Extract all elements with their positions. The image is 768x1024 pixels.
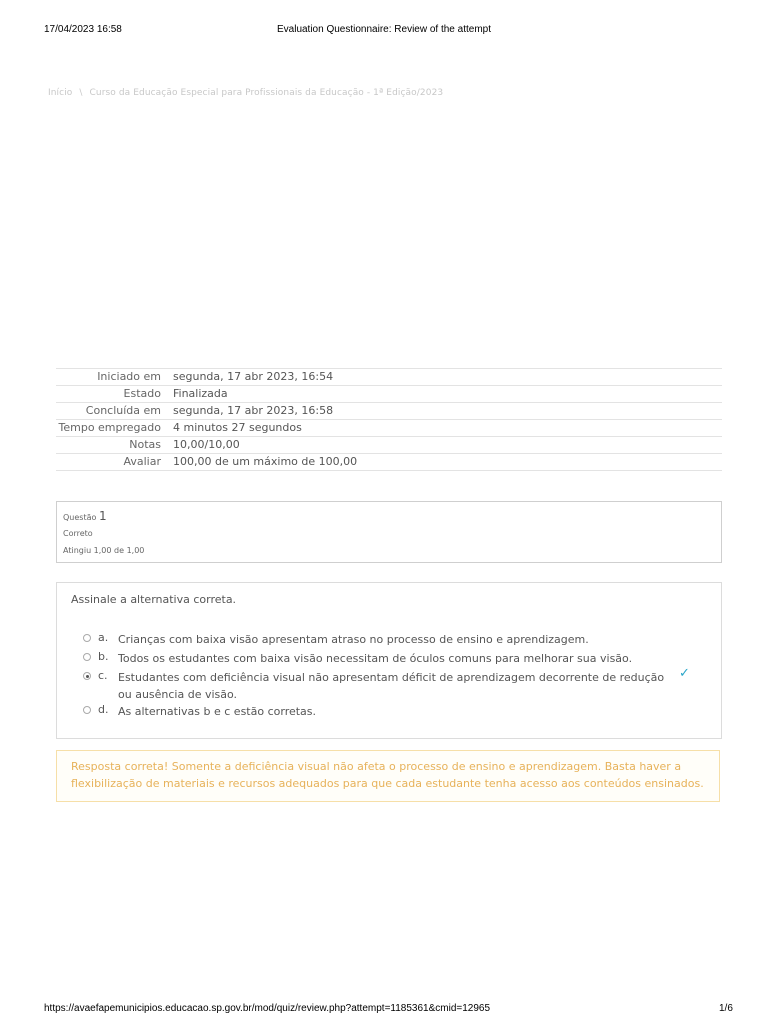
summary-label: Tempo empregado [56, 420, 173, 437]
answer-option-a[interactable] [83, 631, 703, 648]
option-letter: b. [98, 650, 109, 663]
question-info-panel [56, 501, 722, 563]
summary-label: Concluída em [56, 403, 173, 420]
breadcrumb [48, 88, 447, 98]
summary-label: Avaliar [56, 454, 173, 471]
summary-label: Iniciado em [56, 369, 173, 386]
question-state: Correto [63, 529, 93, 538]
option-text: As alternativas b e c estão corretas. [118, 705, 317, 718]
summary-row [56, 420, 722, 437]
summary-value: segunda, 17 abr 2023, 16:58 [173, 403, 722, 420]
option-text: Estudantes com deficiência visual não apresentam déficit de aprendizagem decorrente de redução ou ausência de visão. [118, 671, 665, 701]
radio-button-selected[interactable] [83, 672, 91, 680]
question-prompt: Assinale a alternativa correta. [71, 593, 237, 606]
summary-row [56, 369, 722, 386]
summary-row [56, 454, 722, 471]
radio-button[interactable] [83, 706, 91, 714]
radio-button[interactable] [83, 653, 91, 661]
question-content [56, 582, 722, 739]
question-label: Questão [63, 513, 97, 522]
print-url: https://avaefapemunicipios.educacao.sp.gov.br/mod/quiz/review.php?attempt=1185361&cmid=12965 [44, 1003, 491, 1014]
answer-option-d[interactable] [83, 703, 703, 720]
attempt-summary-table [56, 368, 722, 471]
summary-row [56, 403, 722, 420]
option-text: Todos os estudantes com baixa visão necessitam de óculos comuns para melhorar sua visão. [118, 652, 633, 665]
summary-value: 4 minutos 27 segundos [173, 420, 722, 437]
option-text: Crianças com baixa visão apresentam atraso no processo de ensino e aprendizagem. [118, 633, 589, 646]
summary-row [56, 386, 722, 403]
page-title: Evaluation Questionnaire: Review of the attempt [276, 24, 491, 35]
question-number [63, 509, 107, 523]
radio-button[interactable] [83, 634, 91, 642]
question-number-value: 1 [98, 509, 107, 523]
question-grade: Atingiu 1,00 de 1,00 [63, 546, 145, 555]
summary-value: Finalizada [173, 386, 722, 403]
answer-option-b[interactable] [83, 650, 703, 667]
summary-label: Notas [56, 437, 173, 454]
breadcrumb-separator: \ [79, 88, 83, 98]
summary-value: segunda, 17 abr 2023, 16:54 [173, 369, 722, 386]
summary-label: Estado [56, 386, 173, 403]
option-letter: d. [98, 703, 109, 716]
breadcrumb-course-link[interactable]: Curso da Educação Especial para Profissionais da Educação - 1ª Edição/2023 [89, 88, 444, 98]
feedback-box [56, 750, 720, 802]
summary-value: 10,00/10,00 [173, 437, 722, 454]
option-letter: a. [98, 631, 109, 644]
summary-row [56, 437, 722, 454]
page-number: 1/6 [719, 1003, 733, 1014]
breadcrumb-home-link[interactable]: Início [48, 88, 73, 98]
print-datetime: 17/04/2023 16:58 [44, 24, 122, 35]
option-letter: c. [98, 669, 108, 682]
answer-option-c[interactable] [83, 669, 703, 703]
summary-value: 100,00 de um máximo de 100,00 [173, 454, 722, 471]
correct-check-icon: ✓ [679, 666, 690, 681]
feedback-text: Resposta correta! Somente a deficiência visual não afeta o processo de ensino e aprendizagem. Basta haver a flexibilização de materiais e recursos adequados para que cada estudante tenha acesso aos conteúdos ensinados. [71, 760, 704, 790]
